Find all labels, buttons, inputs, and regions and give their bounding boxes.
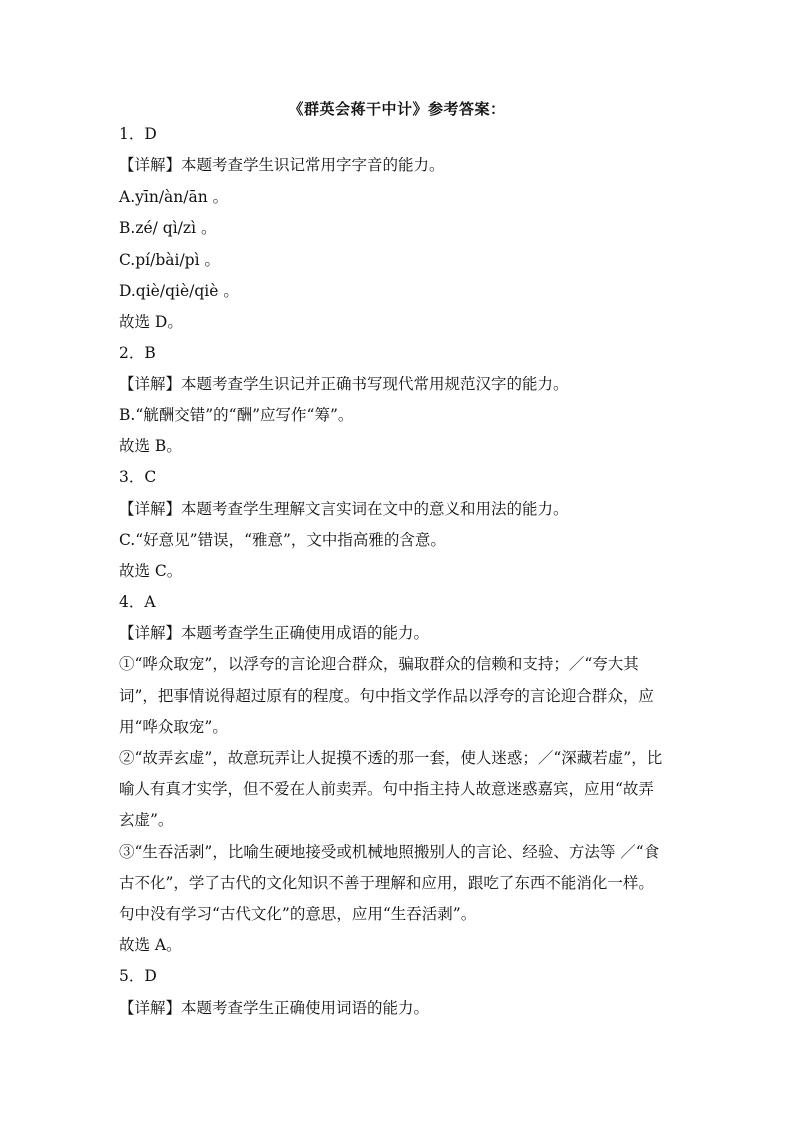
explanation-heading-1: 【详解】本题考查学生识记常用字字音的能力。: [119, 156, 445, 174]
idiom-analysis-2-line-1: ②“故弄玄虚”，故意玩弄让人捉摸不透的那一套，使人迷惑；／“深藏若虚”，比: [119, 749, 663, 767]
explanation-heading-5: 【详解】本题考查学生正确使用词语的能力。: [119, 999, 430, 1017]
answer-choice-1: 故选 D。: [119, 313, 183, 331]
idiom-analysis-3-line-2: 古不化”，学了古代的文化知识不善于理解和应用，跟吃了东西不能消化一样。: [119, 874, 654, 892]
option-line-c: C.pí/bài/pì 。: [119, 251, 220, 269]
idiom-analysis-3-line-1: ③“生吞活剥”，比喻生硬地接受或机械地照搬别人的言论、经验、方法等 ／“食: [119, 843, 660, 861]
option-line-d: D.qiè/qiè/qiè 。: [119, 282, 239, 300]
answer-number-3: 3．C: [119, 468, 157, 486]
option-line-b: B.zé/ qì/zì 。: [119, 219, 217, 237]
answer-number-2: 2．B: [119, 344, 156, 362]
idiom-analysis-2-line-3: 玄虚”。: [119, 811, 174, 829]
answer-choice-2: 故选 B。: [119, 437, 182, 455]
idiom-analysis-1-line-1: ①“哗众取宠”，以浮夸的言论迎合群众，骗取群众的信赖和支持；／“夸大其: [119, 655, 639, 673]
answer-choice-3: 故选 C。: [119, 562, 183, 580]
idiom-analysis-2-line-2: 喻人有真才实学，但不爱在人前卖弄。句中指主持人故意迷惑嘉宾，应用“故弄: [119, 780, 654, 798]
explanation-heading-3: 【详解】本题考查学生理解文言实词在文中的意义和用法的能力。: [119, 500, 569, 518]
answer-choice-4: 故选 A。: [119, 936, 182, 954]
answer-number-5: 5．D: [119, 967, 157, 985]
explanation-heading-4: 【详解】本题考查学生正确使用成语的能力。: [119, 624, 430, 642]
answer-number-4: 4．A: [119, 593, 156, 611]
idiom-analysis-1-line-3: 用“哗众取宠”。: [119, 718, 228, 736]
option-line-a: A.yīn/àn/ān 。: [119, 188, 229, 206]
explanation-text-2: B.“觥酬交错”的“酬”应写作“筹”。: [119, 406, 354, 424]
idiom-analysis-1-line-2: 词”，把事情说得超过原有的程度。句中指文学作品以浮夸的言论迎合群众，应: [119, 687, 654, 705]
idiom-analysis-3-line-3: 句中没有学习“古代文化”的意思，应用“生吞活剥”。: [119, 905, 477, 923]
answer-number-1: 1．D: [119, 125, 157, 143]
explanation-heading-2: 【详解】本题考查学生识记并正确书写现代常用规范汉字的能力。: [119, 375, 569, 393]
explanation-text-3: C.“好意见”错误，“雅意”，文中指高雅的含意。: [119, 531, 446, 549]
document-title: 《群英会蒋干中计》参考答案：: [288, 100, 506, 118]
